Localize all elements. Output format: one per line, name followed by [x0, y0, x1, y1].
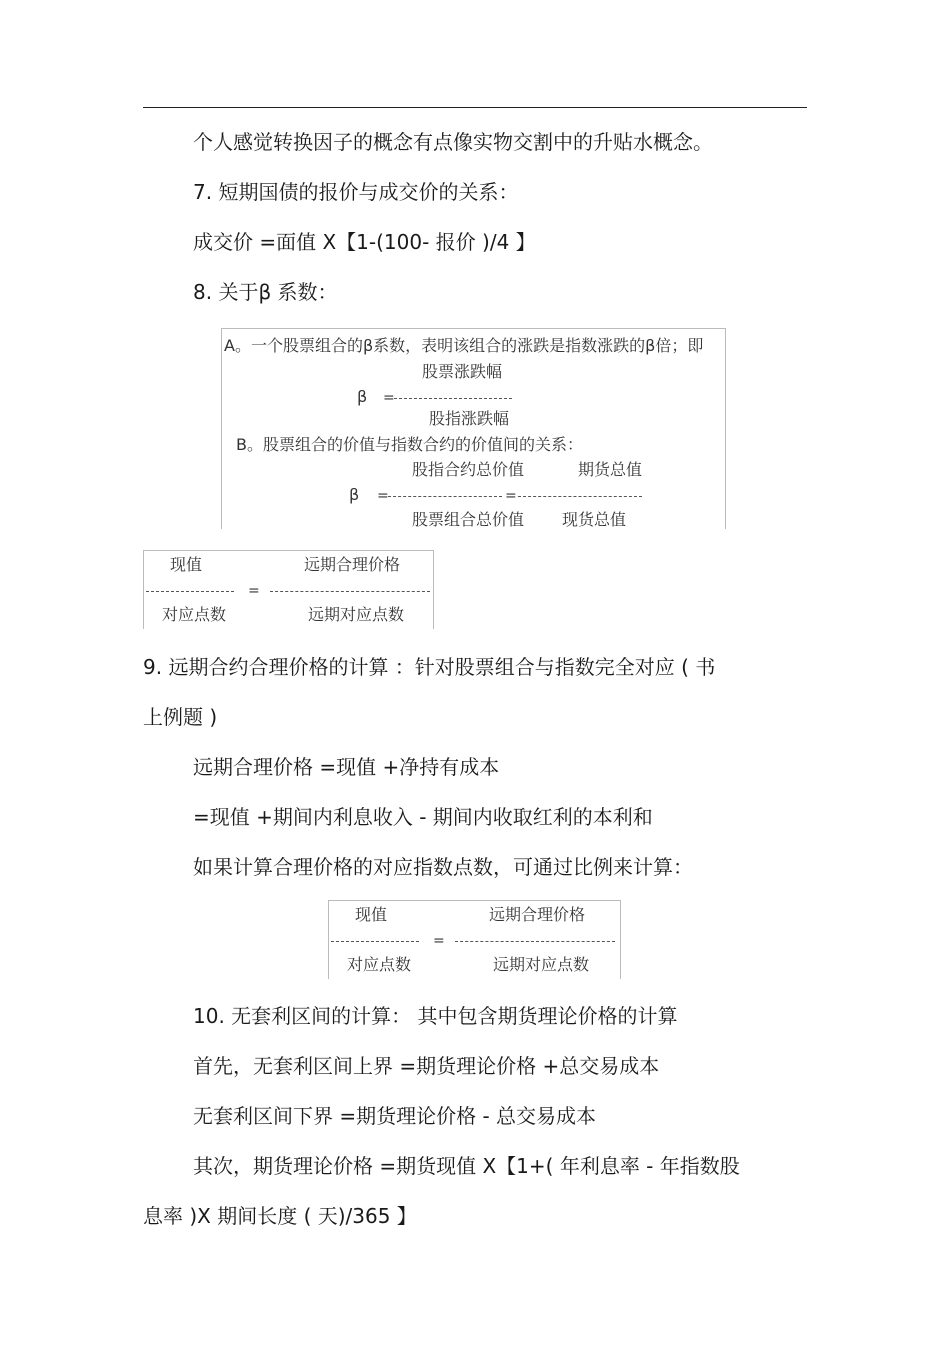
- beta-a-numerator: 股票涨跌幅: [422, 362, 503, 381]
- text-line-2: 7. 短期国债的报价与成交价的关系：: [193, 180, 519, 204]
- beta-a-denominator: 股指涨跌幅: [429, 409, 510, 428]
- text-line-14: 息率 )X 期间长度 ( 天)/365 】: [143, 1204, 417, 1228]
- beta-b-denominator-1: 股票组合总价值: [412, 510, 525, 529]
- ratio1-fraction-line-left: [146, 591, 234, 592]
- text-line-6: 上例题 ): [143, 705, 218, 729]
- text-line-7: 远期合理价格 =现值 +净持有成本: [193, 755, 500, 779]
- ratio-figure-1: [143, 550, 434, 629]
- beta-a-fraction-line: [394, 398, 512, 399]
- ratio-figure-2: [328, 900, 621, 979]
- text-line-8: =现值 +期间内利息收入 - 期间内收取红利的本利和: [193, 805, 653, 829]
- ratio2-equals: =: [433, 933, 445, 949]
- ratio1-denominator-left: 对应点数: [162, 605, 227, 624]
- beta-b-fraction-line-1: [388, 496, 502, 497]
- beta-line-a: A。一个股票组合的β系数，表明该组合的涨跌是指数涨跌的β倍；即: [224, 336, 704, 355]
- text-line-9: 如果计算合理价格的对应指数点数，可通过比例来计算：: [193, 855, 693, 879]
- ratio2-fraction-line-right: [455, 941, 615, 942]
- ratio2-denominator-left: 对应点数: [347, 955, 412, 974]
- beta-b-numerator-2: 期货总值: [578, 460, 643, 479]
- ratio1-denominator-right: 远期对应点数: [308, 605, 405, 624]
- ratio1-numerator-left: 现值: [170, 555, 203, 574]
- ratio1-numerator-right: 远期合理价格: [304, 555, 401, 574]
- beta-b-fraction-line-2: [518, 496, 642, 497]
- text-line-13: 其次，期货理论价格 =期货现值 X【1+( 年利息率 - 年指数股: [193, 1154, 740, 1178]
- text-line-12: 无套利区间下界 =期货理论价格 - 总交易成本: [193, 1104, 597, 1128]
- beta-b-denominator-2: 现货总值: [562, 510, 627, 529]
- text-line-10: 10. 无套利区间的计算： 其中包含期货理论价格的计算: [193, 1004, 678, 1028]
- beta-b-equals-1: =: [377, 488, 389, 504]
- beta-b-numerator-1: 股指合约总价值: [412, 460, 525, 479]
- ratio1-equals: =: [248, 583, 260, 599]
- text-line-11: 首先，无套利区间上界 =期货理论价格 +总交易成本: [193, 1054, 660, 1078]
- beta-line-b: B。股票组合的价值与指数合约的价值间的关系：: [236, 435, 583, 454]
- ratio2-numerator-left: 现值: [355, 905, 388, 924]
- header-rule: [143, 107, 807, 108]
- ratio2-denominator-right: 远期对应点数: [493, 955, 590, 974]
- ratio2-fraction-line-left: [331, 941, 419, 942]
- beta-b-equals-2: =: [505, 488, 517, 504]
- ratio2-numerator-right: 远期合理价格: [489, 905, 586, 924]
- beta-a-symbol: β: [357, 387, 368, 406]
- ratio1-fraction-line-right: [270, 591, 430, 592]
- text-line-3: 成交价 =面值 X【1-(100- 报价 )/4 】: [193, 230, 536, 254]
- text-line-4: 8. 关于β 系数：: [193, 280, 338, 304]
- text-line-5: 9. 远期合约合理价格的计算 ：针对股票组合与指数完全对应 ( 书: [143, 655, 716, 679]
- beta-b-symbol: β: [349, 485, 360, 504]
- beta-a-equals: =: [383, 390, 395, 406]
- text-line-1: 个人感觉转换因子的概念有点像实物交割中的升贴水概念。: [193, 130, 713, 154]
- beta-formula-figure: [221, 328, 726, 529]
